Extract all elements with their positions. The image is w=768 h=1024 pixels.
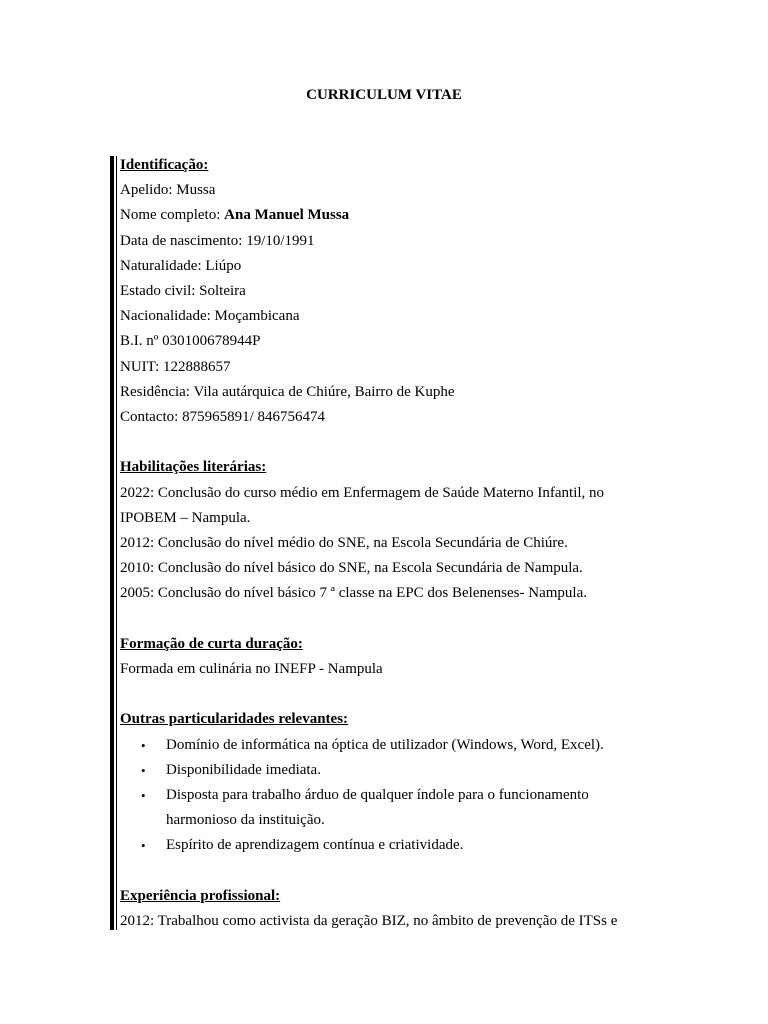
nome-value: Ana Manuel Mussa (224, 207, 350, 224)
education-item: 2012: Conclusão do nível médio do SNE, na Escola Secundária de Chiúre. (120, 535, 568, 552)
contacto-line: Contacto: 875965891/ 846756474 (120, 409, 325, 426)
section-gap (120, 607, 640, 632)
nuit-line: NUIT: 122888657 (120, 358, 231, 375)
section-gap (120, 430, 640, 455)
section-gap (120, 859, 640, 884)
naturalidade-line: Naturalidade: Liúpo (120, 257, 242, 274)
education-heading: Habilitações literárias: (120, 459, 267, 476)
nacionalidade-line: Nacionalidade: Moçambicana (120, 308, 300, 325)
short-training-section (120, 632, 640, 682)
other-list (120, 733, 640, 859)
cv-content (120, 153, 640, 934)
estado-civil-line: Estado civil: Solteira (120, 283, 246, 300)
education-item: IPOBEM – Nampula. (120, 509, 251, 526)
residencia-line: Residência: Vila autárquica de Chiúre, Bairro de Kuphe (120, 383, 455, 400)
list-item (120, 758, 640, 783)
bi-line: B.I. nº 030100678944P (120, 333, 261, 350)
education-item: 2005: Conclusão do nível básico 7 ª classe na EPC dos Belenenses- Nampula. (120, 585, 587, 602)
nascimento-line: Data de nascimento: 19/10/1991 (120, 232, 315, 249)
experience-text: 2012: Trabalhou como activista da geração BIZ, no âmbito de prevenção de ITSs e (120, 913, 618, 930)
left-border-thick (110, 156, 114, 930)
bullet-icon: • (141, 838, 146, 854)
list-item (120, 833, 640, 858)
bullet-icon: • (141, 762, 146, 778)
list-item-text: Domínio de informática na óptica de utilizador (Windows, Word, Excel). (166, 736, 604, 753)
list-item-text: Espírito de aprendizagem contínua e criatividade. (166, 837, 464, 854)
education-item: 2022: Conclusão do curso médio em Enfermagem de Saúde Materno Infantil, no (120, 484, 605, 501)
list-item-text: Disposta para trabalho árduo de qualquer índole para o funcionamento harmonioso da instituição. (166, 787, 589, 829)
bullet-icon: • (141, 737, 146, 753)
nome-line (120, 203, 640, 228)
education-item: 2010: Conclusão do nível básico do SNE, na Escola Secundária de Nampula. (120, 560, 583, 577)
short-training-heading: Formação de curta duração: (120, 635, 303, 652)
other-heading: Outras particularidades relevantes: (120, 711, 349, 728)
experience-section (120, 884, 640, 934)
list-item (120, 783, 606, 833)
page-title: CURRICULUM VITAE (306, 87, 462, 103)
list-item (120, 733, 640, 758)
list-item-text: Disponibilidade imediata. (166, 761, 321, 778)
bullet-icon: • (141, 788, 146, 804)
short-training-text: Formada em culinária no INEFP - Nampula (120, 661, 383, 678)
apelido-line: Apelido: Mussa (120, 182, 216, 199)
identification-heading: Identificação: (120, 157, 209, 173)
left-border-thin (116, 156, 117, 930)
experience-heading: Experiência profissional: (120, 887, 281, 904)
section-gap (120, 682, 640, 707)
education-section (120, 455, 640, 606)
other-section (120, 707, 640, 858)
identification-section (120, 153, 640, 430)
nome-label: Nome completo: (120, 207, 225, 224)
